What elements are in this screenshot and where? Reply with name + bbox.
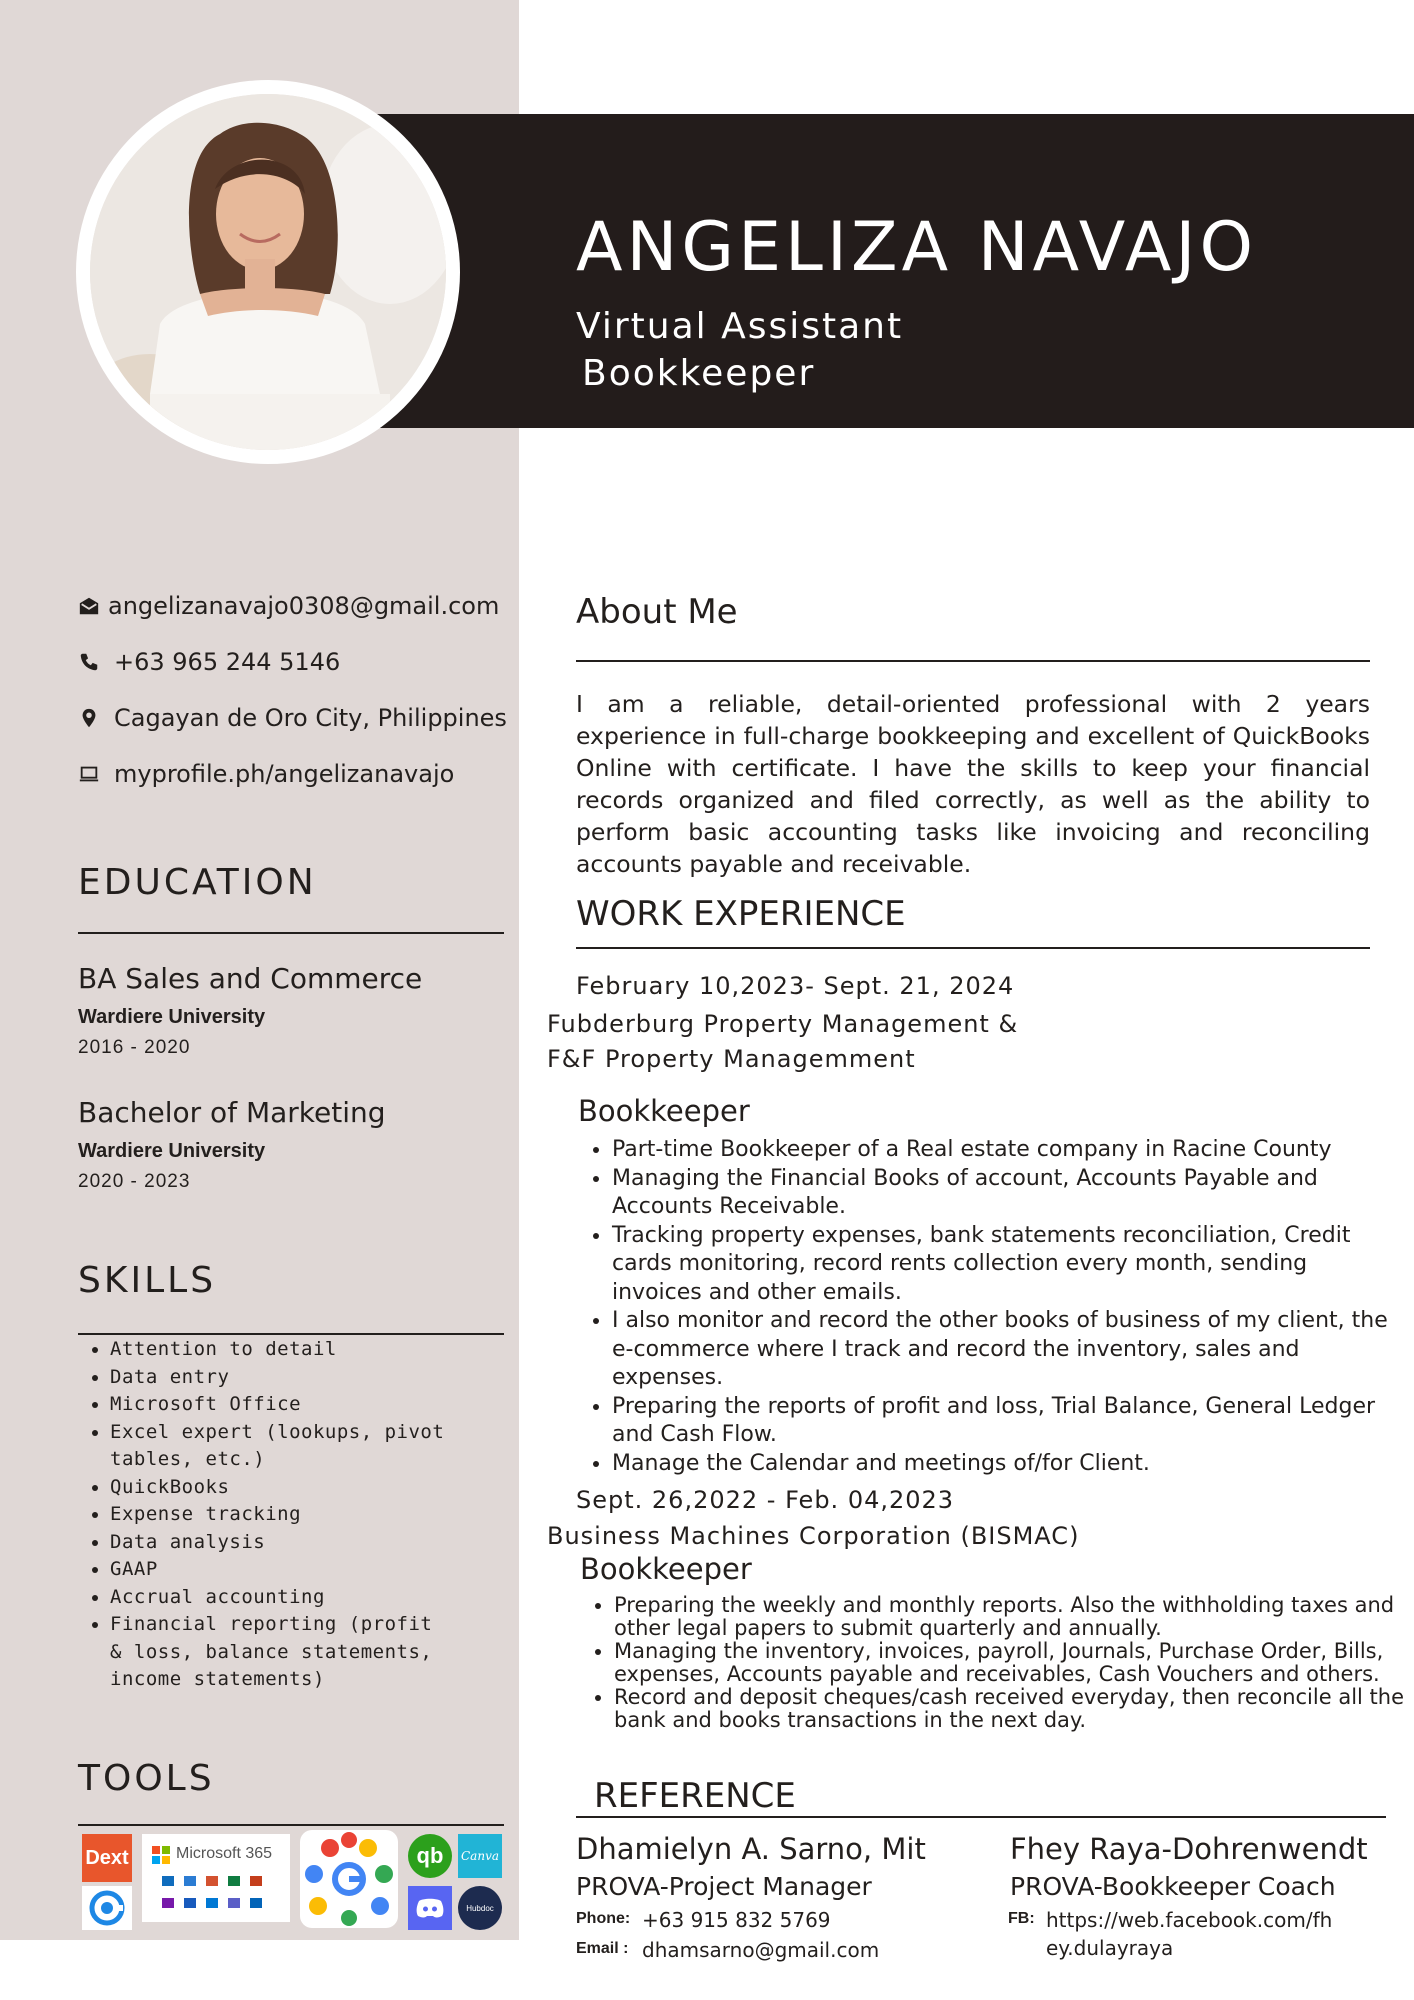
profile-photo <box>90 94 446 450</box>
office-apps-icons <box>156 1874 276 1914</box>
education-degree: Bachelor of Marketing <box>78 1096 386 1129</box>
about-divider <box>576 660 1370 662</box>
job-duty: • Record and deposit cheques/cash received everyday, then reconcile all the bank and books transactions in the next day. <box>614 1686 1404 1732</box>
job-company: Business Machines Corporation (BISMAC) <box>547 1522 1080 1550</box>
reference-title: PROVA-Bookkeeper Coach <box>1010 1872 1336 1901</box>
job-duty: • Preparing the weekly and monthly reports. Also the withholding taxes and other legal papers to submit quarterly and annually. <box>614 1594 1404 1640</box>
job-duties-list <box>576 1136 1392 1478</box>
reference-email-label: Email : <box>576 1940 629 1957</box>
work-experience-divider <box>576 947 1370 949</box>
reference-phone-label: Phone: <box>576 1910 631 1927</box>
phone-text: +63 965 244 5146 <box>114 648 341 676</box>
job-title: Bookkeeper <box>578 1094 750 1128</box>
about-text: I am a reliable, detail-oriented professional with 2 years experience in full-charge bookkeeping and excellent of QuickBooks Online with certificate. I have the skills to keep your financial records organized and filed correctly, as well as the ability to perform basic accounting tasks like invoicing and reconciling accounts payable and receivable. <box>576 690 1370 878</box>
job-title-secondary: Bookkeeper <box>582 353 816 394</box>
contact-email[interactable] <box>78 592 499 620</box>
tools-divider <box>78 1824 504 1826</box>
google-apps-icon <box>300 1830 398 1928</box>
reference-title: PROVA-Project Manager <box>576 1872 872 1901</box>
mail-icon <box>78 595 100 617</box>
job-title-primary: Virtual Assistant <box>576 306 904 347</box>
c-logo-icon <box>89 1890 125 1926</box>
job-dates: Sept. 26,2022 - Feb. 04,2023 <box>576 1486 955 1514</box>
skill-item: • Accrual accounting <box>110 1584 450 1612</box>
quickbooks-logo <box>408 1834 452 1878</box>
job-duty: • I also monitor and record the other books of business of my client, the e-commerce where I track and record the inventory, sales and expenses. <box>612 1307 1392 1393</box>
reference-email[interactable]: dhamsarno@gmail.com <box>642 1938 880 1962</box>
skill-item: • Microsoft Office <box>110 1391 450 1419</box>
google-workspace-logo <box>300 1830 398 1928</box>
skill-item: • Expense tracking <box>110 1501 450 1529</box>
website-text: myprofile.ph/angelizanavajo <box>114 760 455 788</box>
circle-c-logo <box>82 1886 132 1930</box>
education-years: 2020 - 2023 <box>78 1171 191 1192</box>
skill-item: • GAAP <box>110 1556 450 1584</box>
dext-logo <box>82 1834 132 1882</box>
microsoft-squares-icon <box>152 1846 170 1864</box>
education-heading: EDUCATION <box>78 862 317 903</box>
job-company: Fubderburg Property Management & <box>547 1010 1019 1038</box>
contact-location <box>78 704 507 732</box>
reference-facebook-label: FB: <box>1008 1910 1035 1927</box>
reference-facebook-link[interactable]: https://web.facebook.com/fh <box>1046 1908 1333 1932</box>
skill-item: • Excel expert (lookups, pivot tables, etc.) <box>110 1419 450 1474</box>
discord-icon <box>415 1897 445 1919</box>
skill-item: • Financial reporting (profit & loss, balance statements, income statements) <box>110 1611 450 1694</box>
microsoft-365-label: Microsoft 365 <box>176 1845 273 1862</box>
education-divider <box>78 932 504 934</box>
canva-label: Canva <box>461 1849 499 1863</box>
quickbooks-label: qb <box>416 1843 444 1868</box>
work-experience-heading: WORK EXPERIENCE <box>576 894 906 934</box>
reference-heading: REFERENCE <box>594 1776 796 1816</box>
job-duty: • Manage the Calendar and meetings of/for Client. <box>612 1450 1392 1479</box>
contact-phone[interactable] <box>78 648 340 676</box>
job-duty: • Managing the Financial Books of account, Accounts Payable and Accounts Receivable. <box>612 1165 1392 1222</box>
email-text: angelizanavajo0308@gmail.com <box>108 592 500 620</box>
education-school: Wardiere University <box>78 1006 266 1028</box>
skills-list <box>78 1336 450 1694</box>
hubdoc-label: Hubdoc <box>466 1903 494 1913</box>
microsoft-365-logo <box>142 1834 290 1922</box>
skill-item: • Data analysis <box>110 1529 450 1557</box>
reference-divider <box>576 1816 1386 1818</box>
candidate-name: ANGELIZA NAVAJO <box>576 208 1257 287</box>
job-company: F&F Property Managemment <box>547 1045 916 1073</box>
skill-item: • Attention to detail <box>110 1336 450 1364</box>
reference-name: Fhey Raya-Dohrenwendt <box>1010 1832 1368 1866</box>
skills-heading: SKILLS <box>78 1260 217 1301</box>
job-duty: • Tracking property expenses, bank statements reconciliation, Credit cards monitoring, record rents collection every month, sending invoices and other emails. <box>612 1222 1392 1308</box>
reference-facebook-link[interactable]: ey.dulayraya <box>1046 1936 1174 1960</box>
job-title: Bookkeeper <box>580 1552 752 1586</box>
discord-logo <box>408 1886 452 1930</box>
job-dates: February 10,2023- Sept. 21, 2024 <box>576 972 1015 1000</box>
education-school: Wardiere University <box>78 1140 266 1162</box>
laptop-icon <box>78 763 100 785</box>
job-duty: • Preparing the reports of profit and loss, Trial Balance, General Ledger and Cash Flow. <box>612 1393 1392 1450</box>
about-heading: About Me <box>576 592 738 632</box>
education-years: 2016 - 2020 <box>78 1037 191 1058</box>
skills-divider <box>78 1333 504 1335</box>
tools-heading: TOOLS <box>78 1758 215 1799</box>
phone-icon <box>78 651 100 673</box>
dext-label: Dext <box>85 1846 129 1869</box>
hubdoc-logo <box>458 1886 502 1930</box>
reference-phone[interactable]: +63 915 832 5769 <box>642 1908 831 1932</box>
profile-portrait-illustration <box>90 94 446 450</box>
skill-item: • QuickBooks <box>110 1474 450 1502</box>
skill-item: • Data entry <box>110 1364 450 1392</box>
job-duty: • Part-time Bookkeeper of a Real estate company in Racine County <box>612 1136 1392 1165</box>
location-text: Cagayan de Oro City, Philippines <box>114 704 507 732</box>
job-duties-list <box>578 1594 1404 1732</box>
contact-website[interactable] <box>78 760 454 788</box>
canva-logo <box>458 1834 502 1878</box>
reference-name: Dhamielyn A. Sarno, Mit <box>576 1832 926 1866</box>
location-pin-icon <box>78 707 100 729</box>
job-duty: • Managing the inventory, invoices, payroll, Journals, Purchase Order, Bills, expenses, Accounts payable and receivables, Cash Vouchers and others. <box>614 1640 1404 1686</box>
education-degree: BA Sales and Commerce <box>78 962 423 995</box>
